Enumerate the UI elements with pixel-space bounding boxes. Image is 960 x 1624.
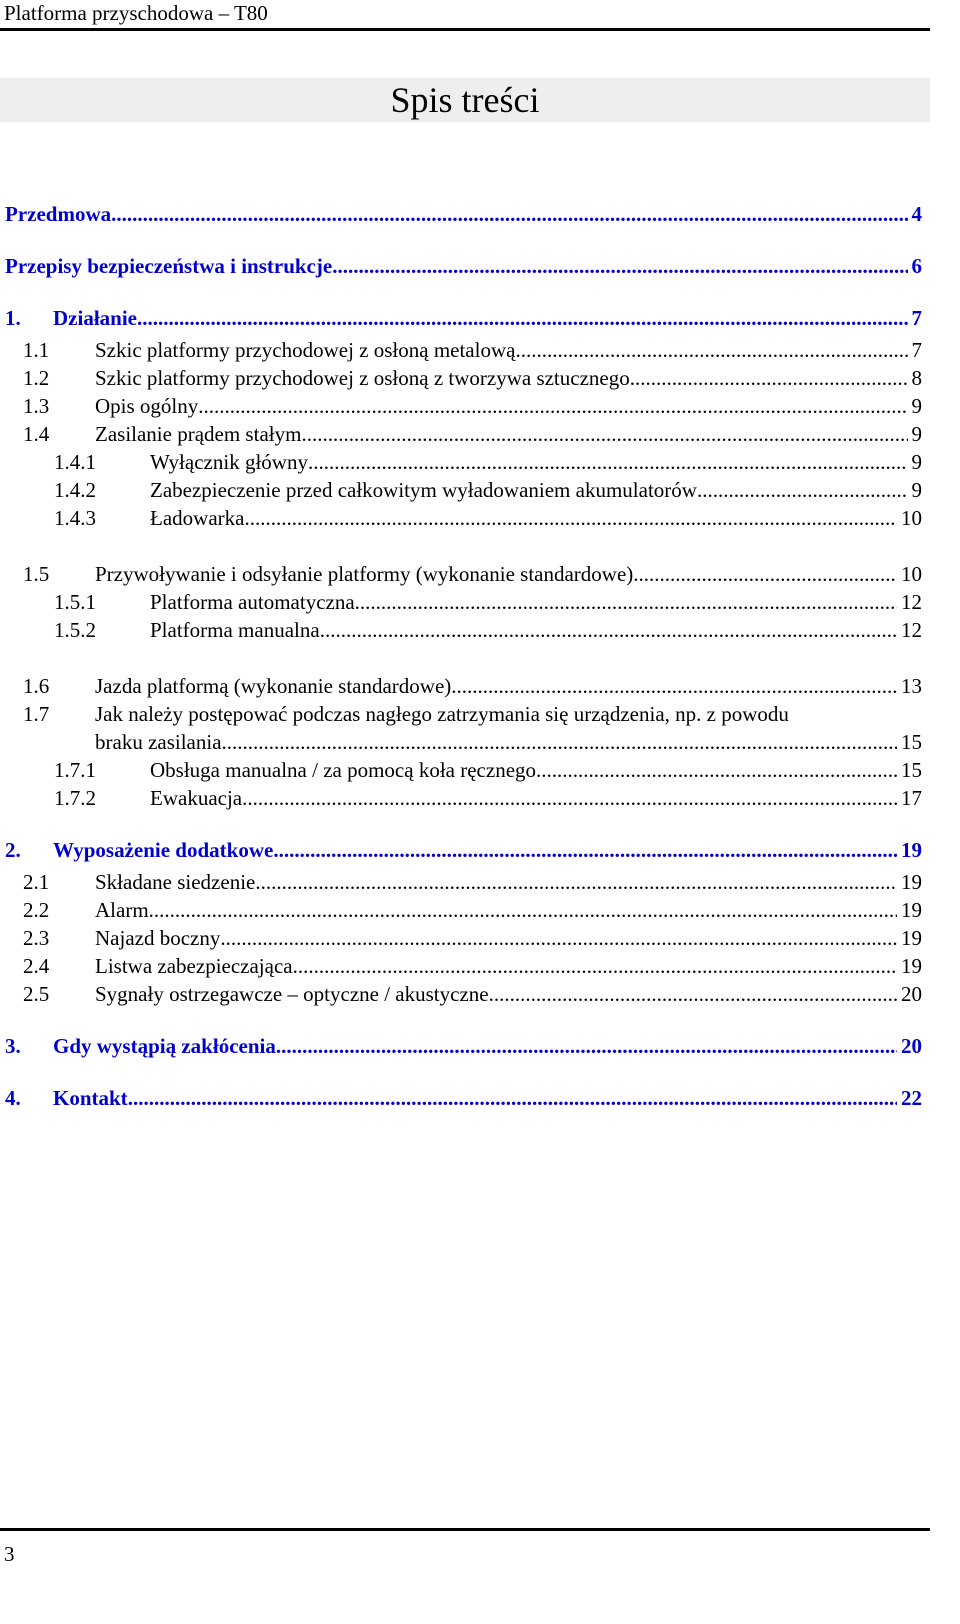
toc-entry-title: Opis ogólny bbox=[95, 394, 199, 418]
toc-dot-leader bbox=[697, 476, 908, 504]
running-header-title: Platforma przyschodowa – T80 bbox=[4, 1, 268, 25]
toc-dot-leader bbox=[355, 588, 897, 616]
toc-dot-leader bbox=[320, 616, 897, 644]
toc-entry-page: 12 bbox=[901, 618, 922, 642]
toc-dot-leader bbox=[451, 672, 897, 700]
toc-entry-page: 6 bbox=[911, 254, 922, 278]
toc-entry-page: 20 bbox=[901, 982, 922, 1006]
toc-entry-page: 9 bbox=[911, 422, 922, 446]
toc-entry-number: 2.5 bbox=[23, 982, 50, 1006]
toc-entry-number: 1.5 bbox=[23, 562, 50, 586]
toc-entry-number: 1.4.3 bbox=[54, 506, 96, 530]
toc-entry[interactable] bbox=[0, 336, 930, 364]
toc-entry-page: 12 bbox=[901, 590, 922, 614]
toc-dot-leader bbox=[111, 200, 907, 228]
toc-entry-title: Wyposażenie dodatkowe bbox=[53, 838, 274, 862]
toc-entry-number: 2.4 bbox=[23, 954, 50, 978]
toc-entry-title: Ładowarka bbox=[150, 506, 245, 530]
toc-dot-leader bbox=[128, 1084, 897, 1112]
footer-rule bbox=[0, 1528, 930, 1531]
toc-entry-number: 1.5.1 bbox=[54, 590, 96, 614]
toc-dot-leader bbox=[255, 868, 897, 896]
toc-entry-page: 7 bbox=[911, 306, 922, 330]
toc-entry[interactable] bbox=[0, 896, 930, 924]
toc-entry-title: Gdy wystąpią zakłócenia bbox=[53, 1034, 276, 1058]
toc-entry[interactable] bbox=[0, 1084, 930, 1112]
toc-entry-page: 13 bbox=[901, 674, 922, 698]
toc-entry-number: 1.4.2 bbox=[54, 478, 96, 502]
toc-entry-page: 22 bbox=[901, 1086, 922, 1110]
toc-entry-page: 10 bbox=[901, 562, 922, 586]
toc-entry-title: Platforma automatyczna bbox=[150, 590, 355, 614]
toc-entry-page: 19 bbox=[901, 926, 922, 950]
toc-entry-number: 4. bbox=[5, 1086, 21, 1110]
toc-entry-title: Kontakt bbox=[53, 1086, 128, 1110]
toc-entry[interactable] bbox=[0, 560, 930, 588]
toc-entry-title: Składane siedzenie bbox=[95, 870, 256, 894]
toc-dot-leader bbox=[273, 836, 897, 864]
toc-entry-page: 19 bbox=[901, 838, 922, 862]
toc-entry-number: 1.2 bbox=[23, 366, 50, 390]
toc-entry-title: Platforma manualna bbox=[150, 618, 320, 642]
toc-entry-page: 9 bbox=[911, 478, 922, 502]
toc-dot-leader bbox=[332, 252, 907, 280]
toc-entry-page: 10 bbox=[901, 506, 922, 530]
toc-entry-continuation[interactable] bbox=[0, 728, 930, 756]
toc-entry-page: 7 bbox=[911, 338, 922, 362]
toc-entry-title: Obsługa manualna / za pomocą koła ręcznego bbox=[150, 758, 537, 782]
toc-entry-title: Jazda platformą (wykonanie standardowe) bbox=[95, 674, 452, 698]
toc-dot-leader bbox=[137, 304, 908, 332]
toc-entry[interactable] bbox=[0, 836, 930, 864]
toc-entry-number: 1.1 bbox=[23, 338, 50, 362]
toc-entry[interactable] bbox=[0, 476, 930, 504]
toc-entry-page: 9 bbox=[911, 450, 922, 474]
toc-entry[interactable] bbox=[0, 868, 930, 896]
toc-entry-page: 9 bbox=[911, 394, 922, 418]
toc-entry-title: Najazd boczny bbox=[95, 926, 221, 950]
toc-entry-title-continued: braku zasilania bbox=[95, 730, 222, 754]
toc-entry-page: 8 bbox=[911, 366, 922, 390]
toc-dot-leader bbox=[222, 728, 897, 756]
toc-entry-number: 2.2 bbox=[23, 898, 50, 922]
toc-entry-title: Jak należy postępować podczas nagłego zatrzymania się urządzenia, np. z powodu bbox=[95, 702, 789, 726]
toc-entry-title: Zasilanie prądem stałym bbox=[95, 422, 302, 446]
toc-entry[interactable] bbox=[0, 200, 930, 228]
header-rule bbox=[0, 28, 930, 31]
toc-entry-number: 1.4 bbox=[23, 422, 50, 446]
toc-entry-page: 19 bbox=[901, 954, 922, 978]
toc-entry-page: 19 bbox=[901, 898, 922, 922]
toc-entry-number: 1.7.2 bbox=[54, 786, 96, 810]
toc-entry-number: 2.3 bbox=[23, 926, 50, 950]
toc-entry-title: Przywoływanie i odsyłanie platformy (wykonanie standardowe) bbox=[95, 562, 634, 586]
toc-dot-leader bbox=[242, 784, 897, 812]
toc-entry-title: Działanie bbox=[53, 306, 137, 330]
toc-entry-title: Wyłącznik główny bbox=[150, 450, 308, 474]
footer-page-number: 3 bbox=[4, 1542, 15, 1566]
toc-entry[interactable] bbox=[0, 672, 930, 700]
toc-dot-leader bbox=[515, 336, 907, 364]
toc-entry[interactable] bbox=[0, 952, 930, 980]
toc-entry-title: Zabezpieczenie przed całkowitym wyładowaniem akumulatorów bbox=[150, 478, 697, 502]
toc-entry-number: 1.7 bbox=[23, 702, 50, 726]
toc-entry[interactable] bbox=[0, 420, 930, 448]
toc-entry[interactable] bbox=[0, 1032, 930, 1060]
toc-entry[interactable] bbox=[0, 588, 930, 616]
toc-dot-leader bbox=[198, 392, 907, 420]
toc-entry-number: 1.7.1 bbox=[54, 758, 96, 782]
toc-entry[interactable] bbox=[0, 504, 930, 532]
toc-entry-page: 15 bbox=[901, 758, 922, 782]
toc-entry-page: 17 bbox=[901, 786, 922, 810]
toc-entry[interactable] bbox=[0, 392, 930, 420]
toc-entry[interactable] bbox=[0, 448, 930, 476]
toc-dot-leader bbox=[630, 364, 908, 392]
toc-entry-page: 20 bbox=[901, 1034, 922, 1058]
toc-dot-leader bbox=[220, 924, 897, 952]
toc-entry-title: Listwa zabezpieczająca bbox=[95, 954, 293, 978]
toc-entry-title: Szkic platformy przychodowej z osłoną metalową bbox=[95, 338, 516, 362]
toc-entry-number: 1.4.1 bbox=[54, 450, 96, 474]
toc-dot-leader bbox=[489, 980, 897, 1008]
toc-entry[interactable] bbox=[0, 616, 930, 644]
toc-entry-number: 3. bbox=[5, 1034, 21, 1058]
toc-dot-leader bbox=[276, 1032, 897, 1060]
toc-entry[interactable] bbox=[0, 364, 930, 392]
toc-entry-title: Ewakuacja bbox=[150, 786, 243, 810]
toc-entry-number: 2. bbox=[5, 838, 21, 862]
toc-entry[interactable] bbox=[0, 304, 930, 332]
toc-entry[interactable] bbox=[0, 980, 930, 1008]
toc-dot-leader bbox=[293, 952, 897, 980]
toc-entry-number: 1.6 bbox=[23, 674, 50, 698]
toc-dot-leader bbox=[301, 420, 907, 448]
toc-dot-leader bbox=[149, 896, 897, 924]
toc-entry-number: 1.5.2 bbox=[54, 618, 96, 642]
toc-dot-leader bbox=[633, 560, 897, 588]
toc-entry-number: 1. bbox=[5, 306, 21, 330]
toc-dot-leader bbox=[536, 756, 897, 784]
toc-entry[interactable] bbox=[0, 756, 930, 784]
toc-entry[interactable] bbox=[0, 784, 930, 812]
toc-entry[interactable] bbox=[0, 924, 930, 952]
toc-title: Spis treści bbox=[390, 80, 540, 120]
toc-entry[interactable] bbox=[0, 252, 930, 280]
toc-entry-title: Przedmowa bbox=[5, 202, 112, 226]
toc-entry-title: Przepisy bezpieczeństwa i instrukcje bbox=[5, 254, 333, 278]
toc-entry-page: 4 bbox=[911, 202, 922, 226]
toc-entry-title: Alarm bbox=[95, 898, 149, 922]
toc-entry-page: 19 bbox=[901, 870, 922, 894]
toc-dot-leader bbox=[308, 448, 908, 476]
toc-entry-page: 15 bbox=[901, 730, 922, 754]
toc-entry-number: 2.1 bbox=[23, 870, 50, 894]
toc-entry-title: Sygnały ostrzegawcze – optyczne / akustyczne bbox=[95, 982, 489, 1006]
toc-dot-leader bbox=[244, 504, 897, 532]
toc-entry-number: 1.3 bbox=[23, 394, 50, 418]
toc-entry-title: Szkic platformy przychodowej z osłoną z tworzywa sztucznego bbox=[95, 366, 630, 390]
toc-entry[interactable] bbox=[0, 700, 930, 728]
